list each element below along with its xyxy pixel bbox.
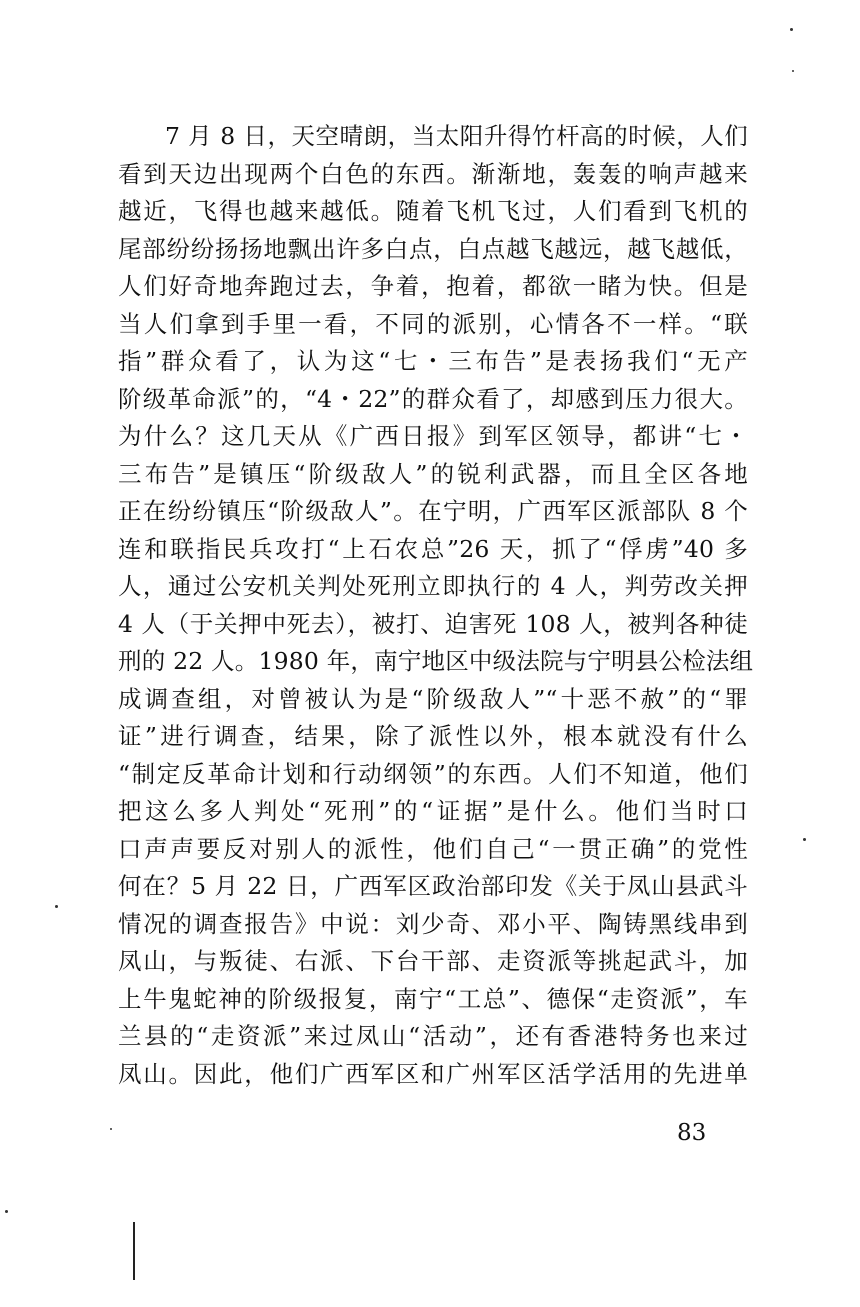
ink-speck	[792, 70, 794, 72]
text-line: 何在？5 月 22 日，广西军区政治部印发《关于凤山县武斗	[118, 872, 748, 900]
text-line: “制定反革命计划和行动纲领”的东西。人们不知道，他们	[118, 759, 748, 788]
text-line: 把这么多人判处“死刑”的“证据”是什么。他们当时口	[118, 797, 748, 825]
text-line: 连和联指民兵攻打“上石农总”26 天，抓了“俘虏”40 多	[118, 534, 748, 563]
text-line: 为什么？这几天从《广西日报》到军区领导，都讲“七・	[118, 422, 748, 450]
text-line: 阶级革命派”的，“4・22”的群众看了，却感到压力很大。	[118, 384, 748, 413]
text-line: 越近，飞得也越来越低。随着飞机飞过，人们看到飞机的	[118, 197, 748, 225]
text-line: 7 月 8 日，天空晴朗，当太阳升得竹杆高的时候，人们	[165, 122, 748, 150]
page-number: 83	[677, 1120, 707, 1146]
text-line: 上牛鬼蛇神的阶级报复，南宁“工总”、德保“走资派”，车	[118, 984, 748, 1013]
text-line: 当人们拿到手里一看，不同的派别，心情各不一样。“联	[118, 309, 748, 338]
text-line: 口声声要反对别人的派性，他们自己“一贯正确”的党性	[118, 834, 748, 863]
binding-edge-mark	[133, 1222, 135, 1280]
text-line: 4 人（于关押中死去），被打、迫害死 108 人，被判各种徒	[118, 609, 748, 638]
text-line: 人，通过公安机关判处死刑立即执行的 4 人，判劳改关押	[118, 572, 748, 600]
ink-speck	[110, 1128, 112, 1130]
body-paragraph	[118, 118, 754, 1093]
text-line: 尾部纷纷扬扬地飘出许多白点，白点越飞越远，越飞越低，	[118, 234, 748, 263]
text-line: 看到天边出现两个白色的东西。渐渐地，轰轰的响声越来	[118, 159, 748, 188]
text-line: 兰县的“走资派”来过凤山“活动”，还有香港特务也来过	[118, 1022, 748, 1050]
text-line: 成调查组，对曾被认为是“阶级敌人”“十恶不赦”的“罪	[118, 684, 748, 713]
text-line: 凤山，与叛徒、右派、下台干部、走资派等挑起武斗，加	[118, 947, 748, 975]
text-line: 正在纷纷镇压“阶级敌人”。在宁明，广西军区派部队 8 个	[118, 497, 748, 525]
text-line: 三布告”是镇压“阶级敌人”的锐利武器，而且全区各地	[118, 459, 748, 488]
text-line: 刑的 22 人。1980 年，南宁地区中级法院与宁明县公检法组	[118, 647, 754, 675]
ink-speck	[5, 1210, 8, 1213]
ink-speck	[55, 905, 58, 908]
text-line: 证”进行调查，结果，除了派性以外，根本就没有什么	[118, 722, 748, 750]
text-line: 凤山。因此，他们广西军区和广州军区活学活用的先进单	[118, 1059, 748, 1088]
text-line: 指”群众看了，认为这“七・三布告”是表扬我们“无产	[118, 347, 748, 375]
ink-speck	[803, 838, 806, 841]
ink-speck	[790, 28, 793, 31]
text-line: 人们好奇地奔跑过去，争着，抱着，都欲一睹为快。但是	[118, 272, 748, 300]
text-line: 情况的调查报告》中说：刘少奇、邓小平、陶铸黑线串到	[118, 909, 748, 938]
